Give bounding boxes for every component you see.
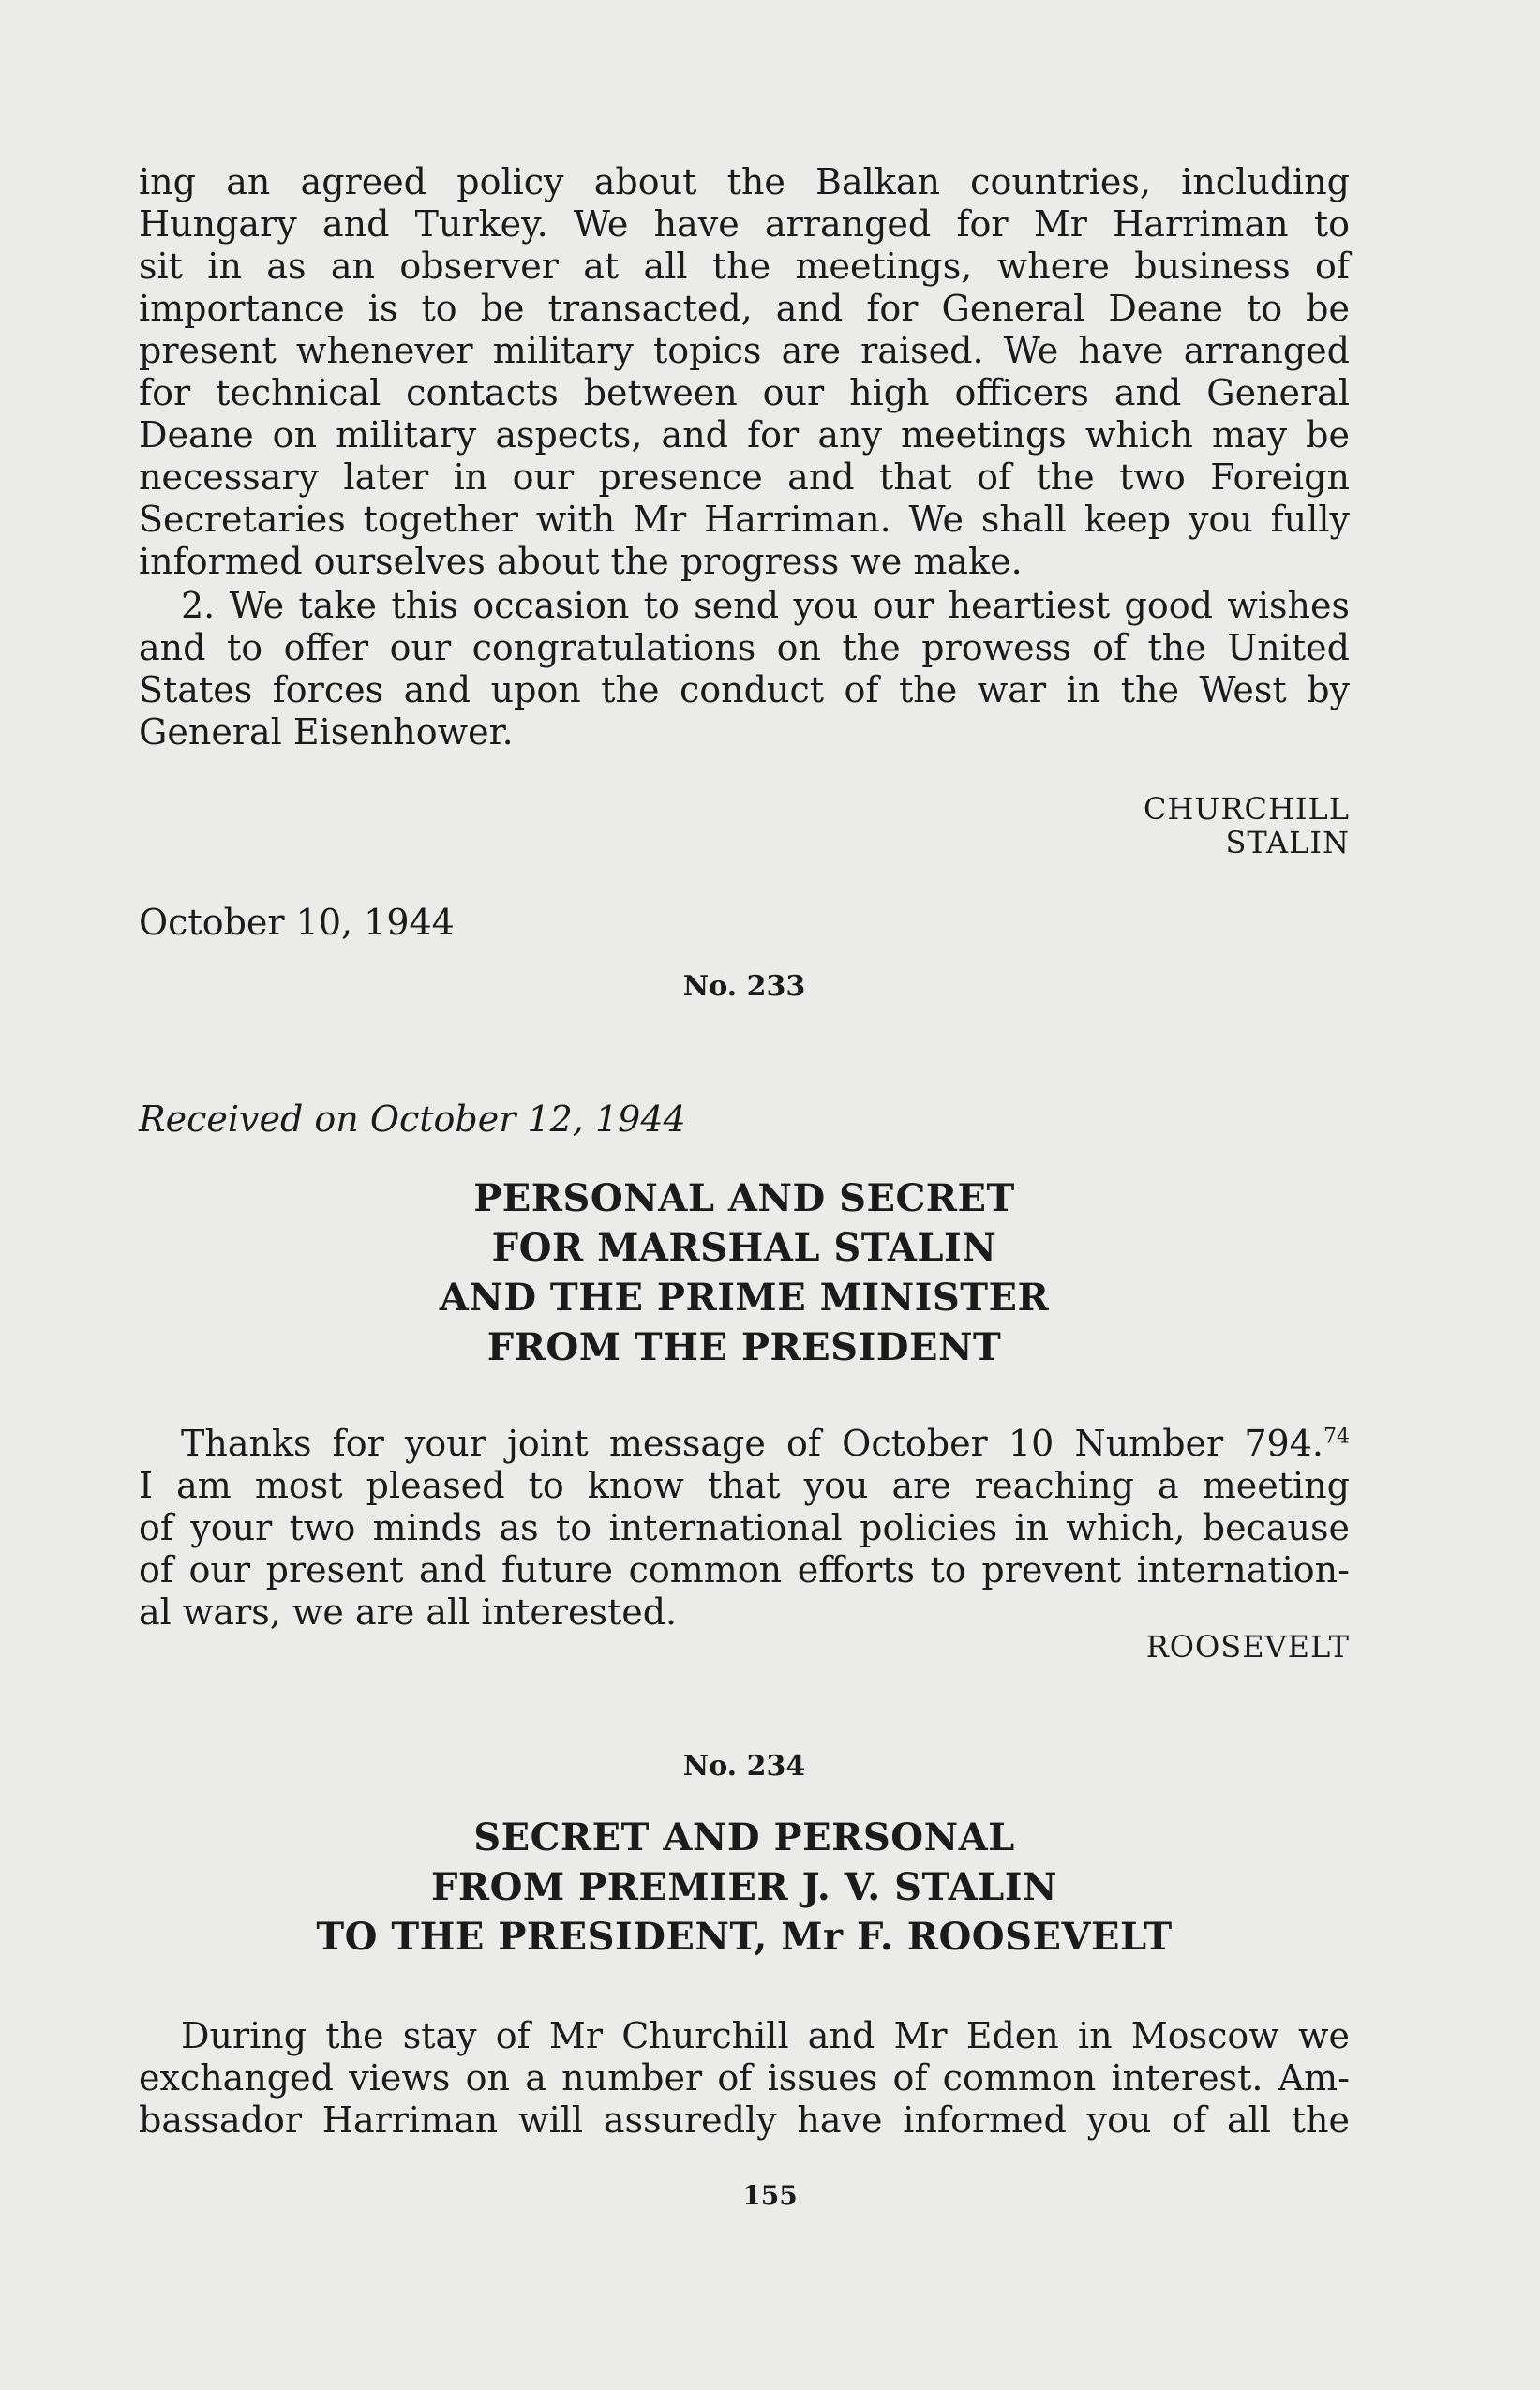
text-line: I am most pleased to know that you are reaching a meeting bbox=[139, 1465, 1350, 1506]
text-segment: Thanks for your joint message of October 10 Number 794. bbox=[181, 1423, 1323, 1464]
text-line: and to offer our congratulations on the prowess of the United bbox=[139, 627, 1350, 668]
doc2-heading bbox=[139, 1173, 1350, 1372]
text-line: Secretaries together with Mr Harriman. We shall keep you fully bbox=[139, 499, 1350, 540]
heading-line: FROM PREMIER J. V. STALIN bbox=[430, 1865, 1058, 1909]
text-line: General Eisenhower. bbox=[139, 711, 514, 753]
document-number-233: No. 233 bbox=[682, 970, 806, 1003]
heading-line: AND THE PRIME MINISTER bbox=[439, 1276, 1050, 1320]
document-number-234: No. 234 bbox=[682, 1750, 806, 1783]
text-line: sit in as an observer at all the meetings, where business of bbox=[139, 246, 1350, 287]
doc2-body bbox=[139, 1423, 1350, 1634]
text-line: ing an agreed policy about the Balkan countries, including bbox=[139, 161, 1350, 202]
signature-churchill: CHURCHILL bbox=[1144, 791, 1350, 827]
text-line: During the stay of Mr Churchill and Mr Eden in Moscow we bbox=[181, 2015, 1350, 2056]
text-line: importance is to be transacted, and for General Deane to be bbox=[139, 288, 1350, 329]
text-line: of our present and future common efforts to prevent internation- bbox=[139, 1549, 1350, 1591]
text-line: for technical contacts between our high officers and General bbox=[139, 372, 1350, 413]
received-date: Received on October 12, 1944 bbox=[139, 1098, 686, 1140]
doc1-paragraph-2 bbox=[139, 585, 1350, 754]
text-line: informed ourselves about the progress we make. bbox=[139, 541, 1023, 582]
heading-line: TO THE PRESIDENT, Mr F. ROOSEVELT bbox=[316, 1915, 1173, 1959]
doc3-body bbox=[139, 2015, 1350, 2142]
footnote-marker: 74 bbox=[1323, 1425, 1350, 1449]
page-number: 155 bbox=[742, 2180, 798, 2211]
heading-line: SECRET AND PERSONAL bbox=[473, 1815, 1015, 1860]
text-line: present whenever military topics are raised. We have arranged bbox=[139, 330, 1350, 371]
heading-line: PERSONAL AND SECRET bbox=[473, 1176, 1015, 1220]
signature-roosevelt: ROOSEVELT bbox=[1145, 1629, 1350, 1665]
doc3-heading bbox=[139, 1813, 1350, 1962]
text-line: exchanged views on a number of issues of common interest. Am- bbox=[139, 2057, 1350, 2099]
text-line bbox=[139, 1423, 1350, 1465]
signature-stalin: STALIN bbox=[1225, 825, 1350, 860]
text-line: bassador Harriman will assuredly have informed you of all the bbox=[139, 2099, 1350, 2141]
doc1-paragraph-1 bbox=[139, 161, 1350, 583]
text-line: of your two minds as to international policies in which, because bbox=[139, 1507, 1350, 1548]
text-line: 2. We take this occasion to send you our heartiest good wishes bbox=[181, 585, 1350, 626]
heading-line: FROM THE PRESIDENT bbox=[486, 1325, 1002, 1369]
text-line: al wars, we are all interested. bbox=[139, 1591, 678, 1633]
text-line: States forces and upon the conduct of the war in the West by bbox=[139, 669, 1350, 710]
text-line: Deane on military aspects, and for any meetings which may be bbox=[139, 414, 1350, 456]
text-line: Hungary and Turkey. We have arranged for Mr Harriman to bbox=[139, 203, 1350, 245]
heading-line: FOR MARSHAL STALIN bbox=[491, 1226, 997, 1270]
text-line: necessary later in our presence and that of the two Foreign bbox=[139, 456, 1350, 498]
letter-date: October 10, 1944 bbox=[139, 902, 455, 943]
